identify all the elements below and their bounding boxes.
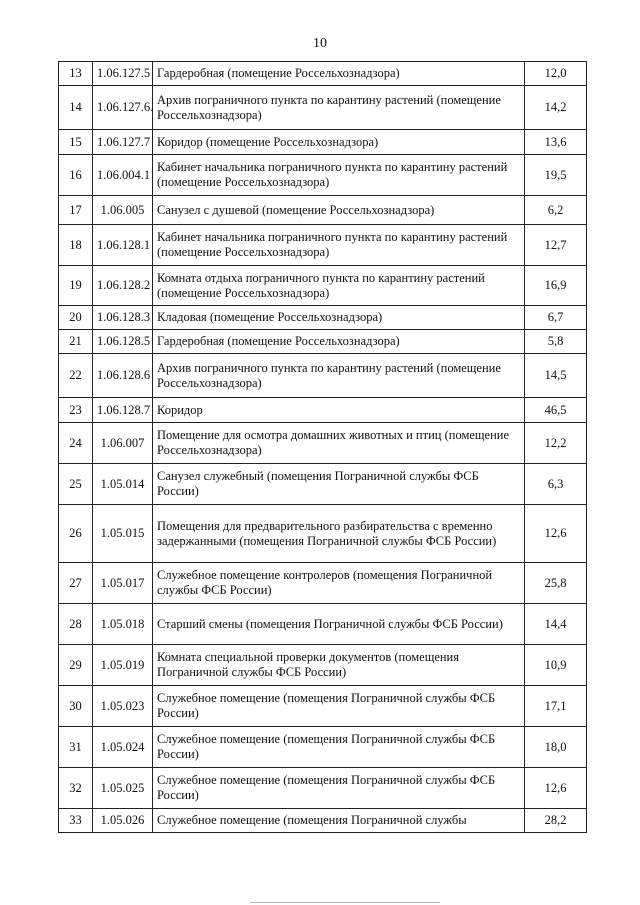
room-name-cell: Гардеробная (помещение Россельхознадзора) <box>153 330 525 354</box>
row-number-cell: 33 <box>59 809 93 833</box>
row-number-cell: 25 <box>59 464 93 505</box>
room-code-cell: 1.05.026 <box>93 809 153 833</box>
table-row <box>59 62 587 86</box>
room-code-cell: 1.06.128.2 <box>93 266 153 306</box>
room-name-cell: Архив пограничного пункта по карантину растений (помещение Россельхознадзора) <box>153 86 525 130</box>
table-row <box>59 809 587 833</box>
row-number-cell: 28 <box>59 604 93 645</box>
row-number-cell: 26 <box>59 505 93 563</box>
table-row <box>59 727 587 768</box>
room-area-cell: 14,4 <box>525 604 587 645</box>
room-name-cell: Санузел служебный (помещения Пограничной службы ФСБ России) <box>153 464 525 505</box>
rooms-table-body <box>59 62 587 833</box>
room-area-cell: 6,2 <box>525 196 587 225</box>
row-number-cell: 30 <box>59 686 93 727</box>
room-name-cell: Старший смены (помещения Пограничной службы ФСБ России) <box>153 604 525 645</box>
room-code-cell: 1.05.019 <box>93 645 153 686</box>
room-area-cell: 18,0 <box>525 727 587 768</box>
table-row <box>59 768 587 809</box>
room-code-cell: 1.06.128.6 <box>93 354 153 398</box>
row-number-cell: 21 <box>59 330 93 354</box>
page-number: 10 <box>313 36 327 51</box>
room-name-cell: Служебное помещение (помещения Пограничной службы ФСБ России) <box>153 727 525 768</box>
room-code-cell: 1.05.025 <box>93 768 153 809</box>
table-row <box>59 225 587 266</box>
room-name-cell: Санузел с душевой (помещение Россельхознадзора) <box>153 196 525 225</box>
room-area-cell: 25,8 <box>525 563 587 604</box>
row-number-cell: 22 <box>59 354 93 398</box>
table-row <box>59 86 587 130</box>
table-row <box>59 266 587 306</box>
room-code-cell: 1.06.127.7 <box>93 130 153 155</box>
room-area-cell: 6,7 <box>525 306 587 330</box>
room-name-cell: Служебное помещение контролеров (помещения Пограничной службы ФСБ России) <box>153 563 525 604</box>
room-area-cell: 16,9 <box>525 266 587 306</box>
room-name-cell: Кабинет начальника пограничного пункта по карантину растений (помещение Россельхознадзора) <box>153 155 525 196</box>
room-area-cell: 19,5 <box>525 155 587 196</box>
room-code-cell: 1.05.018 <box>93 604 153 645</box>
table-row <box>59 330 587 354</box>
room-area-cell: 12,7 <box>525 225 587 266</box>
row-number-cell: 19 <box>59 266 93 306</box>
room-area-cell: 10,9 <box>525 645 587 686</box>
room-code-cell: 1.06.005 <box>93 196 153 225</box>
room-area-cell: 17,1 <box>525 686 587 727</box>
table-row <box>59 155 587 196</box>
table-row <box>59 423 587 464</box>
room-area-cell: 12,6 <box>525 768 587 809</box>
room-code-cell: 1.05.023 <box>93 686 153 727</box>
table-row <box>59 196 587 225</box>
room-area-cell: 28,2 <box>525 809 587 833</box>
row-number-cell: 27 <box>59 563 93 604</box>
room-area-cell: 12,0 <box>525 62 587 86</box>
room-name-cell: Коридор (помещение Россельхознадзора) <box>153 130 525 155</box>
table-row <box>59 686 587 727</box>
rooms-table <box>58 61 587 833</box>
room-area-cell: 12,6 <box>525 505 587 563</box>
room-code-cell: 1.06.128.3 <box>93 306 153 330</box>
room-code-cell: 1.06.127.5 <box>93 62 153 86</box>
room-area-cell: 46,5 <box>525 398 587 423</box>
row-number-cell: 18 <box>59 225 93 266</box>
room-name-cell: Кабинет начальника пограничного пункта по карантину растений (помещение Россельхознадзора) <box>153 225 525 266</box>
table-row <box>59 354 587 398</box>
room-name-cell: Архив пограничного пункта по карантину растений (помещение Россельхознадзора) <box>153 354 525 398</box>
room-name-cell: Служебное помещение (помещения Пограничной службы ФСБ России) <box>153 768 525 809</box>
room-name-cell: Гардеробная (помещение Россельхознадзора) <box>153 62 525 86</box>
room-code-cell: 1.05.024 <box>93 727 153 768</box>
table-row <box>59 563 587 604</box>
room-area-cell: 14,5 <box>525 354 587 398</box>
room-name-cell: Коридор <box>153 398 525 423</box>
row-number-cell: 20 <box>59 306 93 330</box>
room-name-cell: Помещение для осмотра домашних животных и птиц (помещение Россельхознадзора) <box>153 423 525 464</box>
table-row <box>59 464 587 505</box>
room-code-cell: 1.06.128.7 <box>93 398 153 423</box>
room-code-cell: 1.05.014 <box>93 464 153 505</box>
table-row <box>59 398 587 423</box>
room-area-cell: 5,8 <box>525 330 587 354</box>
room-area-cell: 12,2 <box>525 423 587 464</box>
row-number-cell: 24 <box>59 423 93 464</box>
room-code-cell: 1.06.128.1 <box>93 225 153 266</box>
room-name-cell: Кладовая (помещение Россельхознадзора) <box>153 306 525 330</box>
row-number-cell: 16 <box>59 155 93 196</box>
table-row <box>59 306 587 330</box>
table-row <box>59 604 587 645</box>
room-name-cell: Комната отдыха пограничного пункта по карантину растений (помещение Россельхознадзора) <box>153 266 525 306</box>
table-row <box>59 130 587 155</box>
room-code-cell: 1.06.128.5 <box>93 330 153 354</box>
room-code-cell: 1.06.007 <box>93 423 153 464</box>
room-code-cell: 1.05.015 <box>93 505 153 563</box>
room-code-cell: 1.05.017 <box>93 563 153 604</box>
row-number-cell: 31 <box>59 727 93 768</box>
room-area-cell: 13,6 <box>525 130 587 155</box>
row-number-cell: 17 <box>59 196 93 225</box>
row-number-cell: 13 <box>59 62 93 86</box>
row-number-cell: 15 <box>59 130 93 155</box>
room-area-cell: 14,2 <box>525 86 587 130</box>
table-row <box>59 505 587 563</box>
room-name-cell: Помещения для предварительного разбирательства с временно задержанными (помещения Пограничной службы ФСБ России) <box>153 505 525 563</box>
room-name-cell: Служебное помещение (помещения Пограничной службы ФСБ России) <box>153 686 525 727</box>
row-number-cell: 32 <box>59 768 93 809</box>
row-number-cell: 14 <box>59 86 93 130</box>
room-name-cell: Комната специальной проверки документов (помещения Пограничной службы ФСБ России) <box>153 645 525 686</box>
room-code-cell: 1.06.127.6. <box>93 86 153 130</box>
row-number-cell: 23 <box>59 398 93 423</box>
room-area-cell: 6,3 <box>525 464 587 505</box>
table-row <box>59 645 587 686</box>
scan-artifact-line <box>250 902 440 903</box>
room-name-cell: Служебное помещение (помещения Пограничной службы <box>153 809 525 833</box>
row-number-cell: 29 <box>59 645 93 686</box>
room-code-cell: 1.06.004.1 <box>93 155 153 196</box>
